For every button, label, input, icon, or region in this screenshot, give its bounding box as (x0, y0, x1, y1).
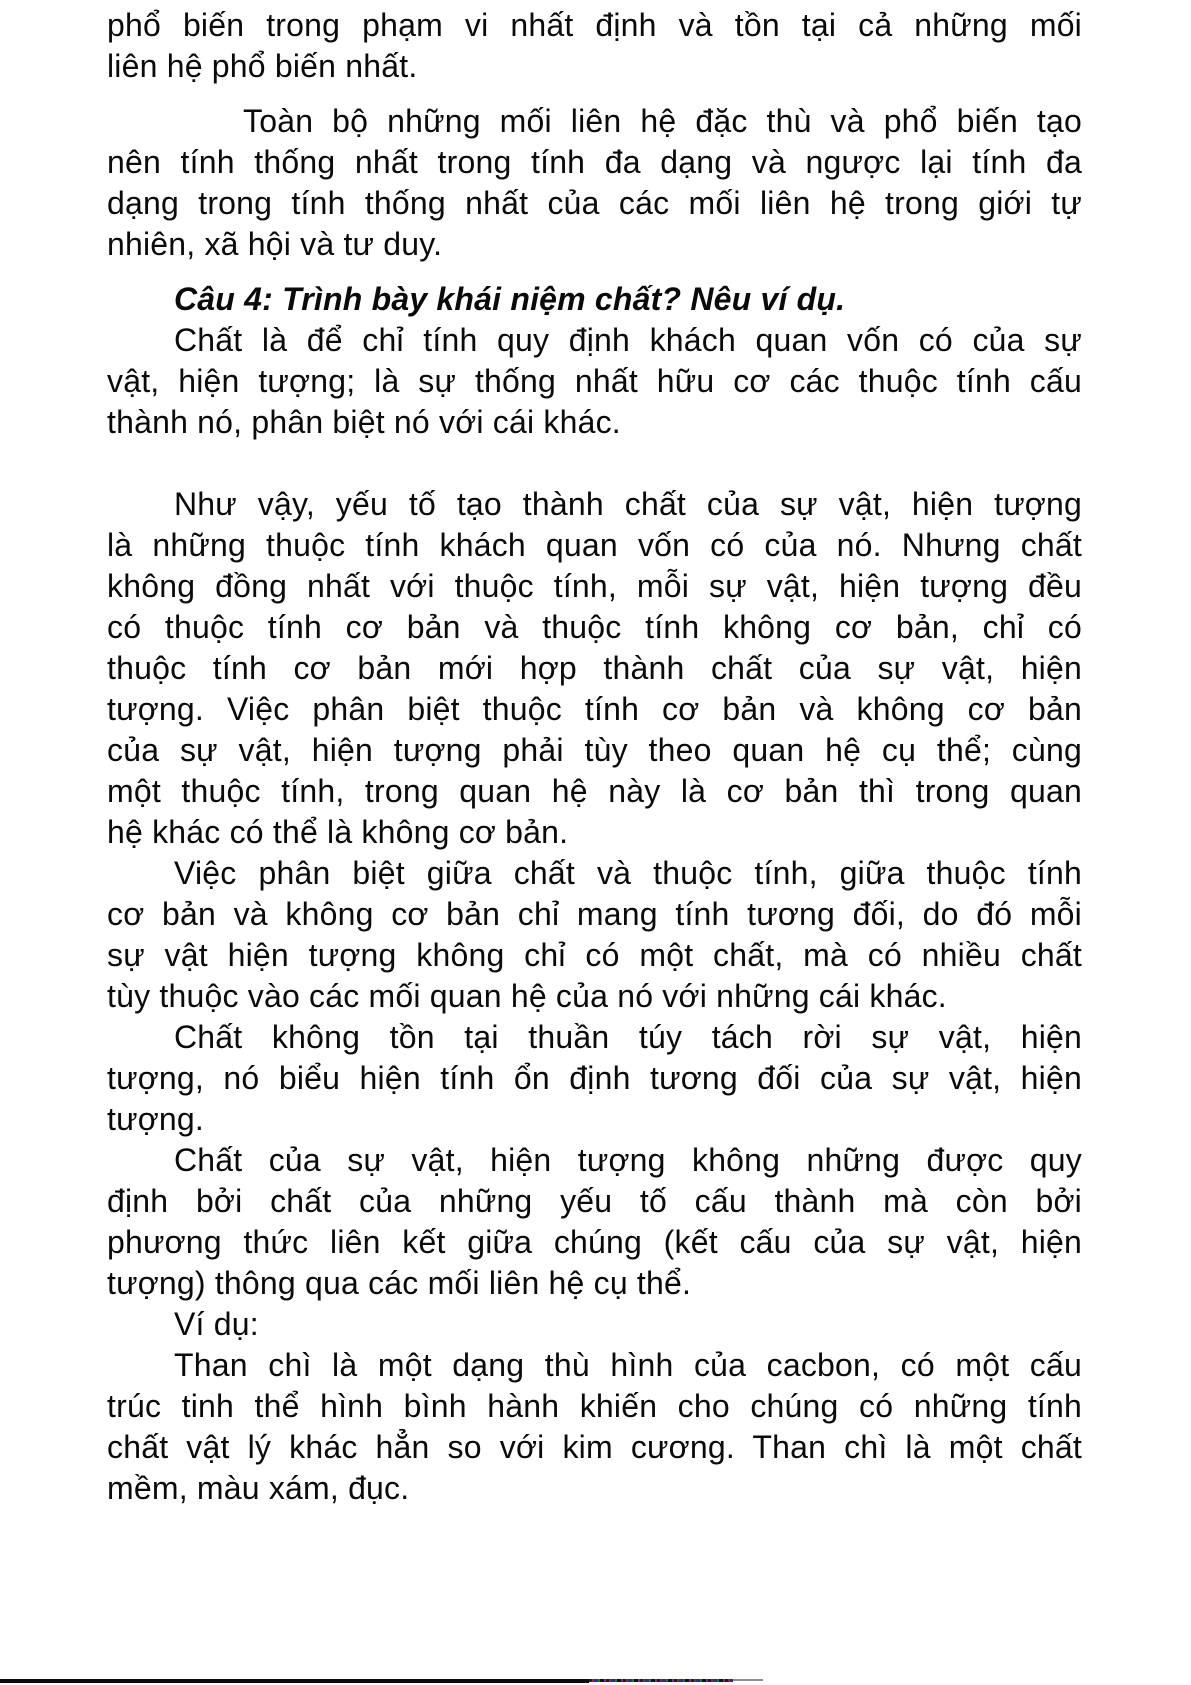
text-line: nên tính thống nhất trong tính đa dạng và ngược lại tính đa (107, 144, 1082, 180)
text-line: cơ bản và không cơ bản chỉ mang tính tương đối, do đó mỗi (107, 896, 1082, 932)
text-line: chất vật lý khác hẳn so với kim cương. Than chì là một chất (107, 1429, 1082, 1465)
text-line: vật, hiện tượng; là sự thống nhất hữu cơ các thuộc tính cấu (107, 363, 1082, 399)
paragraph (107, 5, 1082, 87)
text-line: tượng. (107, 1101, 204, 1137)
text-line: Chất của sự vật, hiện tượng không những được quy (174, 1142, 1082, 1178)
text-line: có thuộc tính cơ bản và thuộc tính không cơ bản, chỉ có (107, 609, 1082, 645)
paragraph (107, 1345, 1082, 1509)
scan-noise-artifact (589, 1679, 733, 1682)
text-line: liên hệ phổ biến nhất. (107, 48, 418, 84)
text-line: dạng trong tính thống nhất của các mối liên hệ trong giới tự (107, 185, 1082, 221)
text-line: hệ khác có thể là không cơ bản. (107, 814, 569, 850)
paragraph (107, 1140, 1082, 1304)
text-line: một thuộc tính, trong quan hệ này là cơ bản thì trong quan (107, 773, 1082, 809)
text-line: thành nó, phân biệt nó với cái khác. (107, 404, 621, 440)
text-line: không đồng nhất với thuộc tính, mỗi sự vật, hiện tượng đều (107, 568, 1082, 604)
text-line: phương thức liên kết giữa chúng (kết cấu của sự vật, hiện (107, 1224, 1082, 1260)
text-line: định bởi chất của những yếu tố cấu thành mà còn bởi (107, 1183, 1082, 1219)
section-heading (107, 279, 1082, 320)
text-line: tượng, nó biểu hiện tính ổn định tương đối của sự vật, hiện (107, 1060, 1082, 1096)
text-line: mềm, màu xám, đục. (107, 1470, 410, 1506)
text-line: tượng. Việc phân biệt thuộc tính cơ bản và không cơ bản (107, 691, 1082, 727)
text-line: Than chì là một dạng thù hình của cacbon, có một cấu (174, 1347, 1082, 1383)
paragraph (107, 1304, 1082, 1345)
text-line: của sự vật, hiện tượng phải tùy theo quan hệ cụ thể; cùng (107, 732, 1082, 768)
paragraph (107, 101, 1082, 265)
page-bottom-rule (0, 1679, 589, 1683)
paragraph (107, 1017, 1082, 1140)
text-line: nhiên, xã hội và tư duy. (107, 226, 443, 262)
text-line: thuộc tính cơ bản mới hợp thành chất của sự vật, hiện (107, 650, 1082, 686)
text-line: sự vật hiện tượng không chỉ có một chất, mà có nhiều chất (107, 937, 1082, 973)
document-body (107, 5, 1082, 1509)
text-line: Câu 4: Trình bày khái niệm chất? Nêu ví dụ. (174, 281, 846, 317)
text-line: trúc tinh thể hình bình hành khiến cho chúng có những tính (107, 1388, 1082, 1424)
text-line: Chất là để chỉ tính quy định khách quan vốn có của sự (174, 322, 1082, 358)
text-line: Ví dụ: (174, 1306, 259, 1342)
text-line: tượng) thông qua các mối liên hệ cụ thể. (107, 1265, 692, 1301)
text-line: Chất không tồn tại thuần túy tách rời sự vật, hiện (174, 1019, 1082, 1055)
text-line: phổ biến trong phạm vi nhất định và tồn tại cả những mối (107, 7, 1082, 43)
text-line: là những thuộc tính khách quan vốn có của nó. Nhưng chất (107, 527, 1082, 563)
scan-noise-tail (733, 1679, 763, 1681)
paragraph-spacer (107, 443, 1082, 484)
text-line: Việc phân biệt giữa chất và thuộc tính, giữa thuộc tính (174, 855, 1082, 891)
paragraph (107, 484, 1082, 853)
text-line: tùy thuộc vào các mối quan hệ của nó với những cái khác. (107, 978, 947, 1014)
text-line: Như vậy, yếu tố tạo thành chất của sự vật, hiện tượng (174, 486, 1082, 522)
text-line: Toàn bộ những mối liên hệ đặc thù và phổ biến tạo (243, 103, 1082, 139)
paragraph (107, 853, 1082, 1017)
paragraph (107, 320, 1082, 443)
